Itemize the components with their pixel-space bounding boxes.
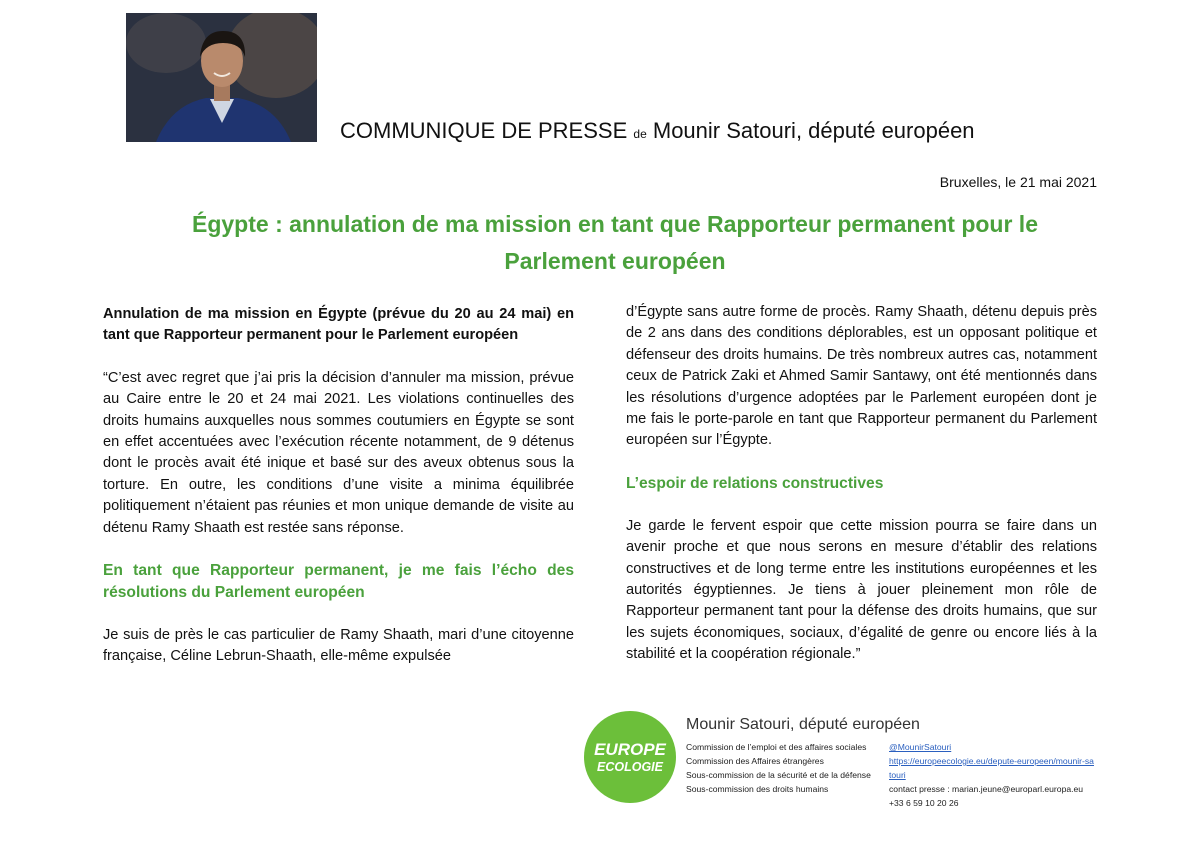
header-connector: de bbox=[633, 127, 647, 141]
portrait-photo bbox=[126, 13, 317, 142]
left-column bbox=[103, 304, 574, 668]
main-title-line1: Égypte : annulation de ma mission en tant que Rapporteur permanent pour le bbox=[192, 211, 1038, 237]
committee-item: Commission de l’emploi et des affaires sociales bbox=[686, 742, 867, 752]
subheading-resolutions: En tant que Rapporteur permanent, je me fais l’écho des résolutions du Parlement européen bbox=[103, 562, 574, 602]
body-paragraph-3: d’Égypte sans autre forme de procès. Ramy Shaath, détenu depuis près de 2 ans dans des conditions déplorables, est un opposant politique et défenseur des droits humains. De très nombreux autres cas, notamment ceux de Patrick Zaki et Ahmed Samir Santawy, ont été mentionnés dans les résolutions d’urgence adoptées par le Parlement européen dont je me fais le porte-parole en tant que Rapporteur permanent du Parlement européen sur l’Égypte. bbox=[626, 304, 1097, 449]
footer-committees bbox=[686, 740, 871, 796]
main-title bbox=[120, 206, 1110, 280]
main-title-line2: Parlement européen bbox=[504, 248, 726, 274]
right-column bbox=[626, 302, 1097, 666]
intro-paragraph: Annulation de ma mission en Égypte (prévue du 20 au 24 mai) en tant que Rapporteur permanent pour le Parlement européen bbox=[103, 306, 574, 344]
phone-number: +33 6 59 10 20 26 bbox=[889, 798, 959, 808]
website-link-line1[interactable]: https://europeecologie.eu/depute-europeen/mounir-sa bbox=[889, 756, 1094, 766]
subheading-hope: L’espoir de relations constructives bbox=[626, 474, 884, 492]
body-paragraph-2: Je suis de près le cas particulier de Ramy Shaath, mari d’une citoyenne française, Céline Lebrun-Shaath, elle-même expulsée bbox=[103, 627, 574, 665]
body-paragraph-4: Je garde le fervent espoir que cette mission pourra se faire dans un avenir proche et que nous serons en mesure d’établir des relations constructives et de long terme entre les institutions européennes et les autorités égyptiennes. Je tiens à jouer pleinement mon rôle de Rapporteur permanent tant pour la défense des droits humains, que sur les sujets économiques, sociaux, d’égalité de genre ou encore liés à la stabilité et la coopération régionale.” bbox=[626, 517, 1097, 663]
committee-item: Sous-commission des droits humains bbox=[686, 784, 829, 794]
portrait-illustration bbox=[126, 13, 317, 142]
header-author: Mounir Satouri, député européen bbox=[652, 118, 975, 143]
header-label: COMMUNIQUE DE PRESSE bbox=[340, 118, 628, 143]
europe-ecologie-logo bbox=[582, 709, 678, 805]
committee-item: Sous-commission de la sécurité et de la défense bbox=[686, 770, 871, 780]
twitter-link[interactable]: @MounirSatouri bbox=[889, 742, 952, 752]
logo-text-line2: ECOLOGIE bbox=[597, 760, 663, 774]
logo-text-line1: EUROPE bbox=[594, 740, 666, 759]
footer-signature-name: Mounir Satouri, député européen bbox=[686, 716, 920, 733]
committee-item: Commission des Affaires étrangères bbox=[686, 756, 824, 766]
footer-contacts bbox=[889, 740, 1094, 810]
press-release-header bbox=[340, 118, 975, 144]
press-contact: contact presse : marian.jeune@europarl.europa.eu bbox=[889, 784, 1084, 794]
body-paragraph-1: “C’est avec regret que j’ai pris la décision d’annuler ma mission, prévue au Caire entre le 20 et 24 mai 2021. Les violations continuelles des droits humains auxquelles nous sommes coutumiers en Égypte se sont en effet accentuées avec l’exécution récente notamment, de 9 détenus dont le procès avait été inique et basé sur des aveux obtenus sous la torture. En outre, les conditions d’une visite a minima équilibrée politiquement n’étaient pas réunies et mon unique demande de visite au détenu Ramy Shaath est restée sans réponse. bbox=[103, 369, 574, 536]
website-link-line2[interactable]: touri bbox=[889, 770, 906, 780]
release-date: Bruxelles, le 21 mai 2021 bbox=[939, 174, 1097, 190]
